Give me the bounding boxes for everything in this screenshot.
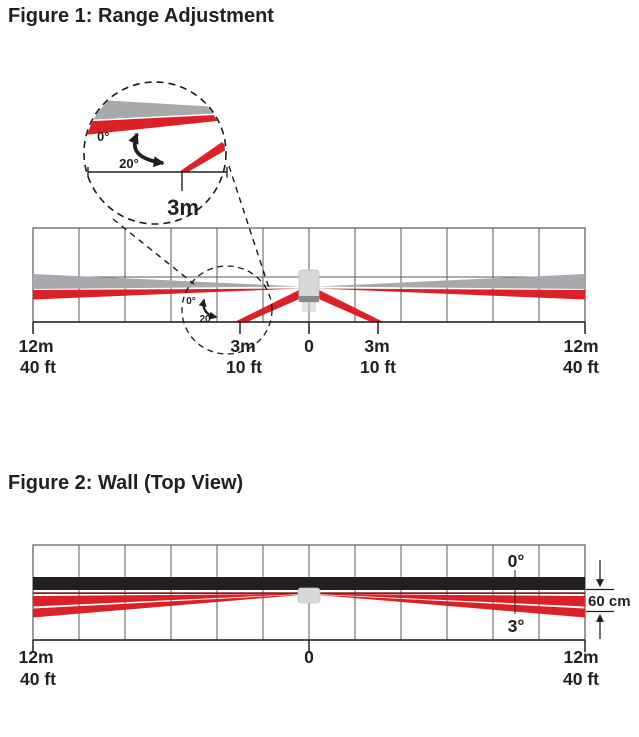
inset-3m-label: 3m <box>167 195 199 220</box>
figure1-axis-ticks <box>33 322 585 334</box>
callout-angle0-label: 0° <box>186 296 196 307</box>
axis-label-12m-left: 12m <box>18 336 54 356</box>
axis-label-40ft-right: 40 ft <box>563 357 599 377</box>
inset-angle0-label: 0° <box>97 129 110 144</box>
axis-label-3m-left: 3m <box>230 336 256 356</box>
beam-gray-right <box>317 274 585 289</box>
beam-red-0deg-right <box>317 289 585 300</box>
beam-red-0deg-left <box>33 289 301 300</box>
axis-label-3m-right: 3m <box>364 336 390 356</box>
fig2-axis-label-12m-left: 12m <box>18 647 54 667</box>
angle3-label: 3° <box>507 616 525 636</box>
fig2-axis-label-zero: 0 <box>304 647 314 667</box>
sensor-band <box>299 296 319 302</box>
beam-red-20deg-right <box>313 290 384 322</box>
dimension-60cm-label: 60 cm <box>588 593 631 610</box>
figure1-title: Figure 1: Range Adjustment <box>8 5 274 27</box>
fig2-axis-label-12m-right: 12m <box>563 647 599 667</box>
axis-label-10ft-left: 10 ft <box>226 357 262 377</box>
fig2-axis-label-40ft-right: 40 ft <box>563 669 599 689</box>
callout-angle20-label: 20° <box>199 314 215 325</box>
sensor-shadow <box>302 302 316 312</box>
axis-label-zero: 0 <box>304 336 314 356</box>
figure2-title: Figure 2: Wall (Top View) <box>8 472 244 494</box>
inset-angle20-label: 20° <box>119 156 139 171</box>
sensor-topview <box>298 588 320 603</box>
fig2-axis-label-40ft-left: 40 ft <box>20 669 56 689</box>
axis-label-40ft-left: 40 ft <box>20 357 56 377</box>
axis-label-12m-right: 12m <box>563 336 599 356</box>
callout-circle <box>182 266 272 354</box>
axis-label-10ft-right: 10 ft <box>360 357 396 377</box>
angle0-label: 0° <box>507 551 525 571</box>
beam-gray-left <box>33 274 301 289</box>
